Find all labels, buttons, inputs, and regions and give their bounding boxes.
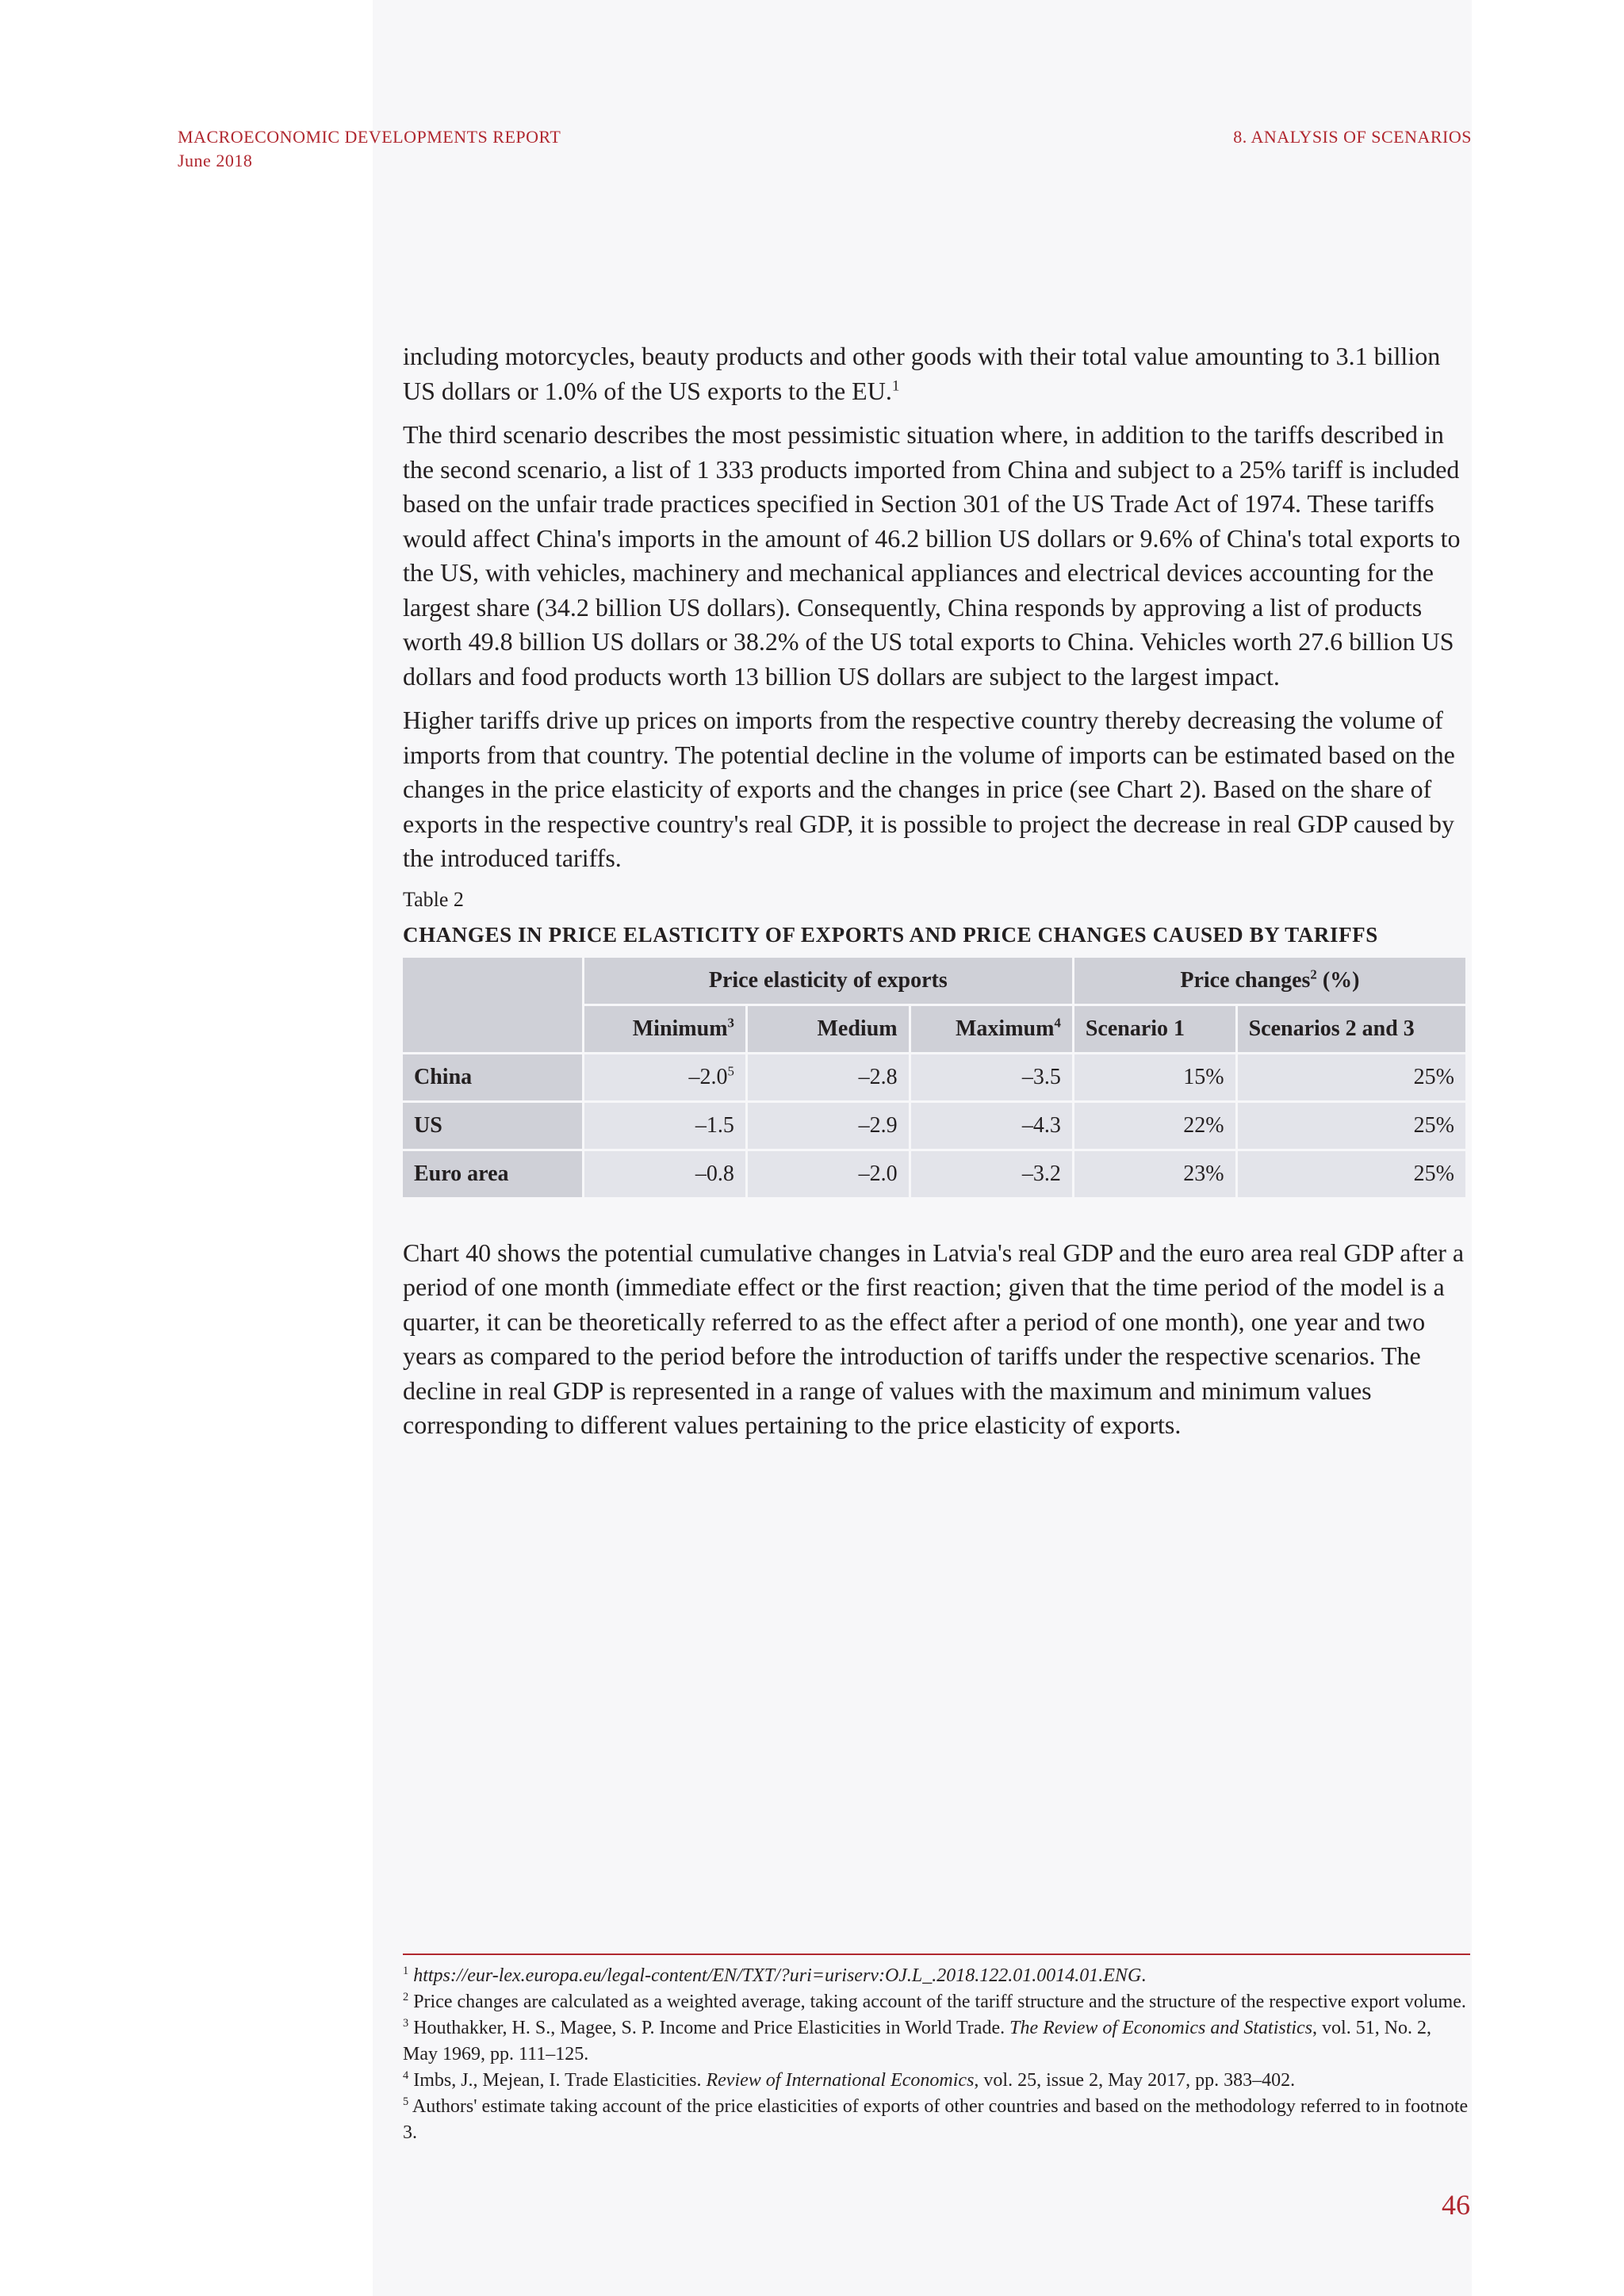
cell-scenarios-2-3: 25% [1238, 1054, 1465, 1100]
elasticity-table [400, 955, 1468, 1200]
footnote-2 [403, 1989, 1470, 2015]
paragraph-2: The third scenario describes the most pessimistic situation where, in addition to the tariffs described in the second scenario, a list of 1 333 products imported from China and subject to a 25% tariff is included based on the unfair trade practices specified in Section 301 of the US Trade Act of 1974. These tariffs would affect China's imports in the amount of 46.2 billion US dollars or 9.6% of China's total exports to the US, with vehicles, machinery and mechanical appliances and electrical devices accounting for the largest share (34.2 billion US dollars). Consequently, China responds by approving a list of products worth 49.8 billion US dollars or 38.2% of the US total exports to China. Vehicles worth 27.6 billion US dollars and food products worth 13 billion US dollars are subject to the largest impact. [403, 420, 1461, 691]
table-row [403, 1151, 1465, 1197]
group-header-elasticity: Price elasticity of exports [584, 958, 1072, 1004]
cell-med: –2.9 [748, 1103, 909, 1149]
table-row [403, 1103, 1465, 1149]
footnote-ref-1[interactable]: 1 [891, 377, 900, 394]
sub-header-scenario-1: Scenario 1 [1074, 1006, 1235, 1052]
cell-scenario-1: 22% [1074, 1103, 1235, 1149]
sub-header-scenarios-2-3: Scenarios 2 and 3 [1238, 1006, 1465, 1052]
footnote-ref-5[interactable]: 5 [727, 1063, 734, 1079]
footnote-4-number: 4 [403, 2069, 409, 2082]
cell-min-value: –2.0 [688, 1064, 728, 1089]
footnote-4 [403, 2068, 1470, 2094]
maximum-label: Maximum [956, 1016, 1055, 1041]
report-title: MACROECONOMIC DEVELOPMENTS REPORT [178, 127, 561, 147]
footnote-3 [403, 2015, 1470, 2068]
table-row [403, 1054, 1465, 1100]
footnote-1-end: . [1141, 1965, 1147, 1986]
cell-min [584, 1054, 745, 1100]
group-header-price-changes [1074, 958, 1465, 1004]
paragraph-3: Higher tariffs drive up prices on imports from the respective country thereby decreasing the volume of imports from that country. The potential decline in the volume of imports can be estimated based on the changes in the price elasticity of exports and the changes in price (see Chart 2). Based on the share of exports in the respective country's real GDP, it is possible to project the decrease in real GDP caused by the introduced tariffs. [403, 706, 1455, 872]
footnote-3-journal: The Review of Economics and Statistics [1009, 2018, 1313, 2038]
cell-scenarios-2-3: 25% [1238, 1103, 1465, 1149]
row-label-china: China [403, 1054, 582, 1100]
cell-scenario-1: 15% [1074, 1054, 1235, 1100]
table-title: CHANGES IN PRICE ELASTICITY OF EXPORTS AND PRICE CHANGES CAUSED BY TARIFFS [403, 922, 1378, 947]
footnote-2-number: 2 [403, 1991, 409, 2003]
cell-scenarios-2-3: 25% [1238, 1151, 1465, 1197]
price-changes-unit: (%) [1316, 967, 1360, 993]
footnote-2-text: Price changes are calculated as a weighted average, taking account of the tariff structure and the structure of the respective export volume. [413, 1992, 1466, 2012]
cell-max: –4.3 [911, 1103, 1072, 1149]
cell-min: –0.8 [584, 1151, 745, 1197]
footnote-4-text-b: , vol. 25, issue 2, May 2017, pp. 383–402. [974, 2070, 1296, 2091]
table-group-header-row [403, 958, 1465, 1004]
sub-header-maximum [911, 1006, 1072, 1052]
running-header-right: 8. ANALYSIS OF SCENARIOS [1233, 127, 1472, 147]
footnotes [403, 1954, 1470, 2146]
cell-scenario-1: 23% [1074, 1151, 1235, 1197]
paragraph-1-text: including motorcycles, beauty products and other goods with their total value amounting to 3.1 billion US dollars or 1.0% of the US exports to the EU. [403, 342, 1441, 405]
cell-max: –3.5 [911, 1054, 1072, 1100]
footnote-3-number: 3 [403, 2017, 409, 2030]
footnote-3-text-a: Houthakker, H. S., Magee, S. P. Income and Price Elasticities in World Trade. [413, 2018, 1010, 2038]
page-number: 46 [1442, 2189, 1470, 2221]
sub-header-minimum [584, 1006, 745, 1052]
footnote-3-text-b: , vol. 51, No. 2, May 1969, pp. 111–125. [403, 2018, 1432, 2064]
cell-min: –1.5 [584, 1103, 745, 1149]
minimum-label: Minimum [632, 1016, 728, 1041]
price-changes-label: Price changes [1180, 967, 1311, 993]
paragraph-1 [403, 339, 1470, 408]
footnote-4-journal: Review of International Economics [706, 2070, 975, 2091]
footnote-ref-3[interactable]: 3 [727, 1015, 734, 1031]
footnote-5-number: 5 [403, 2095, 409, 2108]
footnote-1-link[interactable]: https://eur-lex.europa.eu/legal-content/EN/TXT/?uri=uriserv:OJ.L_.2018.122.01.0014.01.ENG [413, 1965, 1142, 1986]
report-date: June 2018 [178, 151, 253, 170]
row-label-euro-area: Euro area [403, 1151, 582, 1197]
sub-header-medium: Medium [748, 1006, 909, 1052]
footnote-1 [403, 1963, 1470, 1989]
cell-med: –2.0 [748, 1151, 909, 1197]
spacer [403, 1200, 1470, 1236]
cell-med: –2.8 [748, 1054, 909, 1100]
footnote-ref-2[interactable]: 2 [1310, 966, 1317, 982]
table-corner-cell [403, 958, 582, 1052]
footnote-5 [403, 2094, 1470, 2146]
running-header-left [178, 125, 561, 173]
cell-max: –3.2 [911, 1151, 1072, 1197]
table-number: Table 2 [403, 887, 464, 911]
footnote-4-text-a: Imbs, J., Mejean, I. Trade Elasticities. [413, 2070, 707, 2091]
row-label-us: US [403, 1103, 582, 1149]
paragraph-4: Chart 40 shows the potential cumulative changes in Latvia's real GDP and the euro area real GDP after a period of one month (immediate effect or the first reaction; given that the time period of the model is a quarter, it can be theoretically referred to as the effect after a period of one month), one year and two years as compared to the period before the introduction of tariffs under the respective scenarios. The decline in real GDP is represented in a range of values with the maximum and minimum values corresponding to different values pertaining to the price elasticity of exports. [403, 1238, 1465, 1439]
footnote-5-text: Authors' estimate taking account of the price elasticities of exports of other countries and based on the methodology referred to in footnote 3. [403, 2096, 1469, 2143]
main-content [403, 339, 1470, 1452]
footnote-1-number: 1 [403, 1965, 409, 1977]
footnote-ref-4[interactable]: 4 [1054, 1015, 1061, 1031]
